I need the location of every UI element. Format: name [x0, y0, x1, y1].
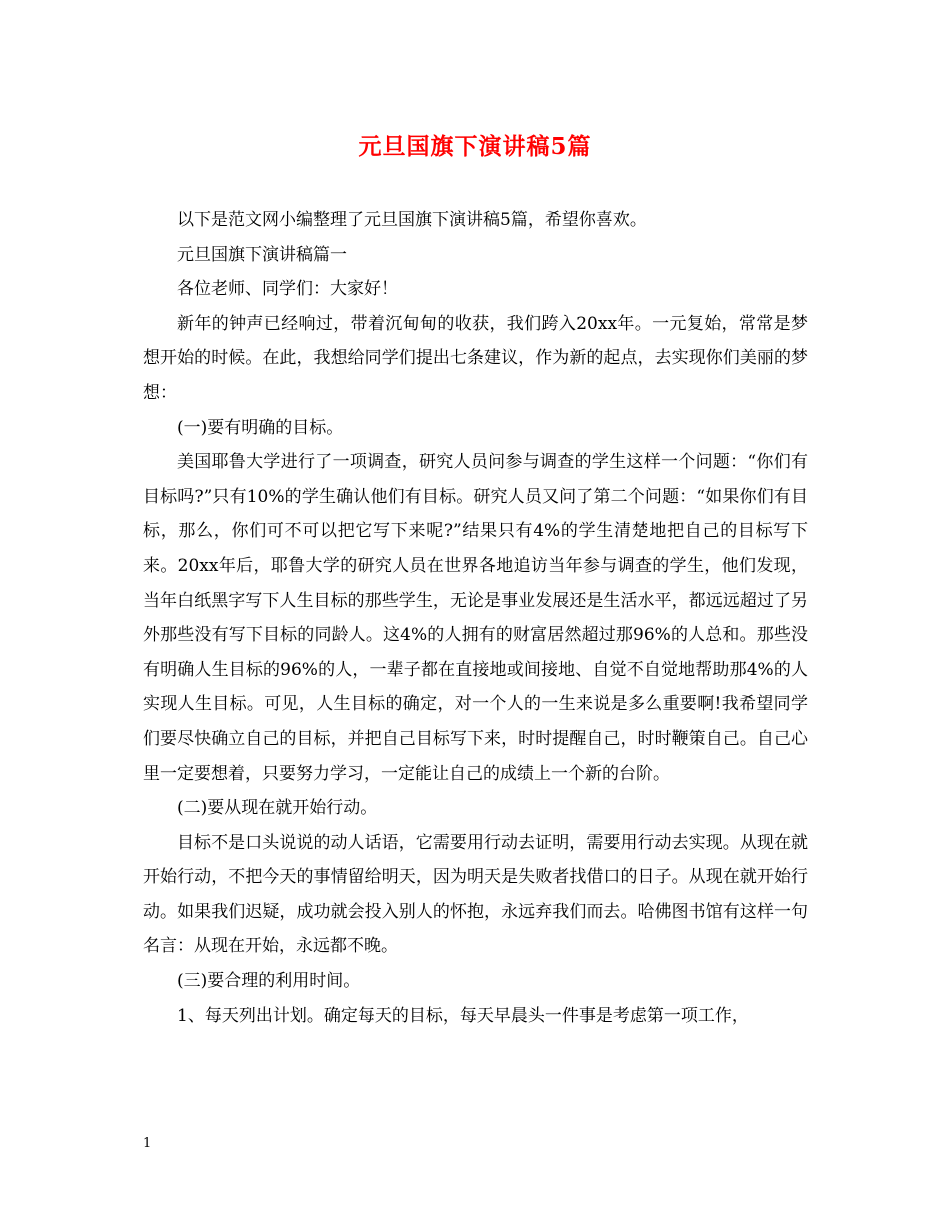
paragraph-intro: 以下是范文网小编整理了元旦国旗下演讲稿5篇，希望你喜欢。	[177, 210, 647, 230]
document-title: 元旦国旗下演讲稿5篇	[358, 133, 592, 160]
paragraph-new-year: 新年的钟声已经响过，带着沉甸甸的收获，我们跨入20xx年。一元复始，常常是梦想开始的时候。在此，我想给同学们提出七条建议，作为新的起点，去实现你们美丽的梦想：	[143, 313, 808, 403]
paragraph-point-one: (一)要有明确的目标。	[177, 417, 344, 438]
paragraph-yale-study: 美国耶鲁大学进行了一项调查，研究人员问参与调查的学生这样一个问题：“你们有目标吗?”只有10%的学生确认他们有目标。研究人员又问了第二个问题：“如果你们有目标，那么，你们可不可以把它写下来呢?”结果只有4%的学生清楚地把自己的目标写下来。20xx年后，耶鲁大学的研究人员在世界各地追访当年参与调查的学生，他们发现，当年白纸黑字写下人生目标的那些学生，无论是事业发展还是生活水平，都远远超过了另外那些没有写下目标的同龄人。这4%的人拥有的财富居然超过那96%的人总和。那些没有明确人生目标的96%的人，一辈子都在直接地或间接地、自觉不自觉地帮助那4%的人实现人生目标。可见，人生目标的确定，对一个人的一生来说是多么重要啊!我希望同学们要尽快确立自己的目标，并把自己目标写下来，时时提醒自己，时时鞭策自己。自己心里一定要想着，只要努力学习，一定能让自己的成绩上一个新的台阶。	[143, 452, 808, 784]
paragraph-action: 目标不是口头说说的动人话语，它需要用行动去证明，需要用行动去实现。从现在就开始行动，不把今天的事情留给明天，因为明天是失败者找借口的日子。从现在就开始行动。如果我们迟疑，成功就会投入别人的怀抱，永远弃我们而去。哈佛图书馆有这样一句名言：从现在开始，永远都不晚。	[143, 832, 808, 957]
paragraph-greeting: 各位老师、同学们：大家好！	[177, 279, 398, 300]
paragraph-point-three: (三)要合理的利用时间。	[177, 971, 361, 992]
page-number: 1	[143, 1136, 152, 1151]
paragraph-section-heading: 元旦国旗下演讲稿篇一	[177, 244, 347, 265]
paragraph-point-two: (二)要从现在就开始行动。	[177, 798, 378, 819]
document-body	[143, 203, 808, 1033]
paragraph-daily-plan: 1、每天列出计划。确定每天的目标，每天早晨头一件事是考虑第一项工作，	[177, 1005, 749, 1026]
